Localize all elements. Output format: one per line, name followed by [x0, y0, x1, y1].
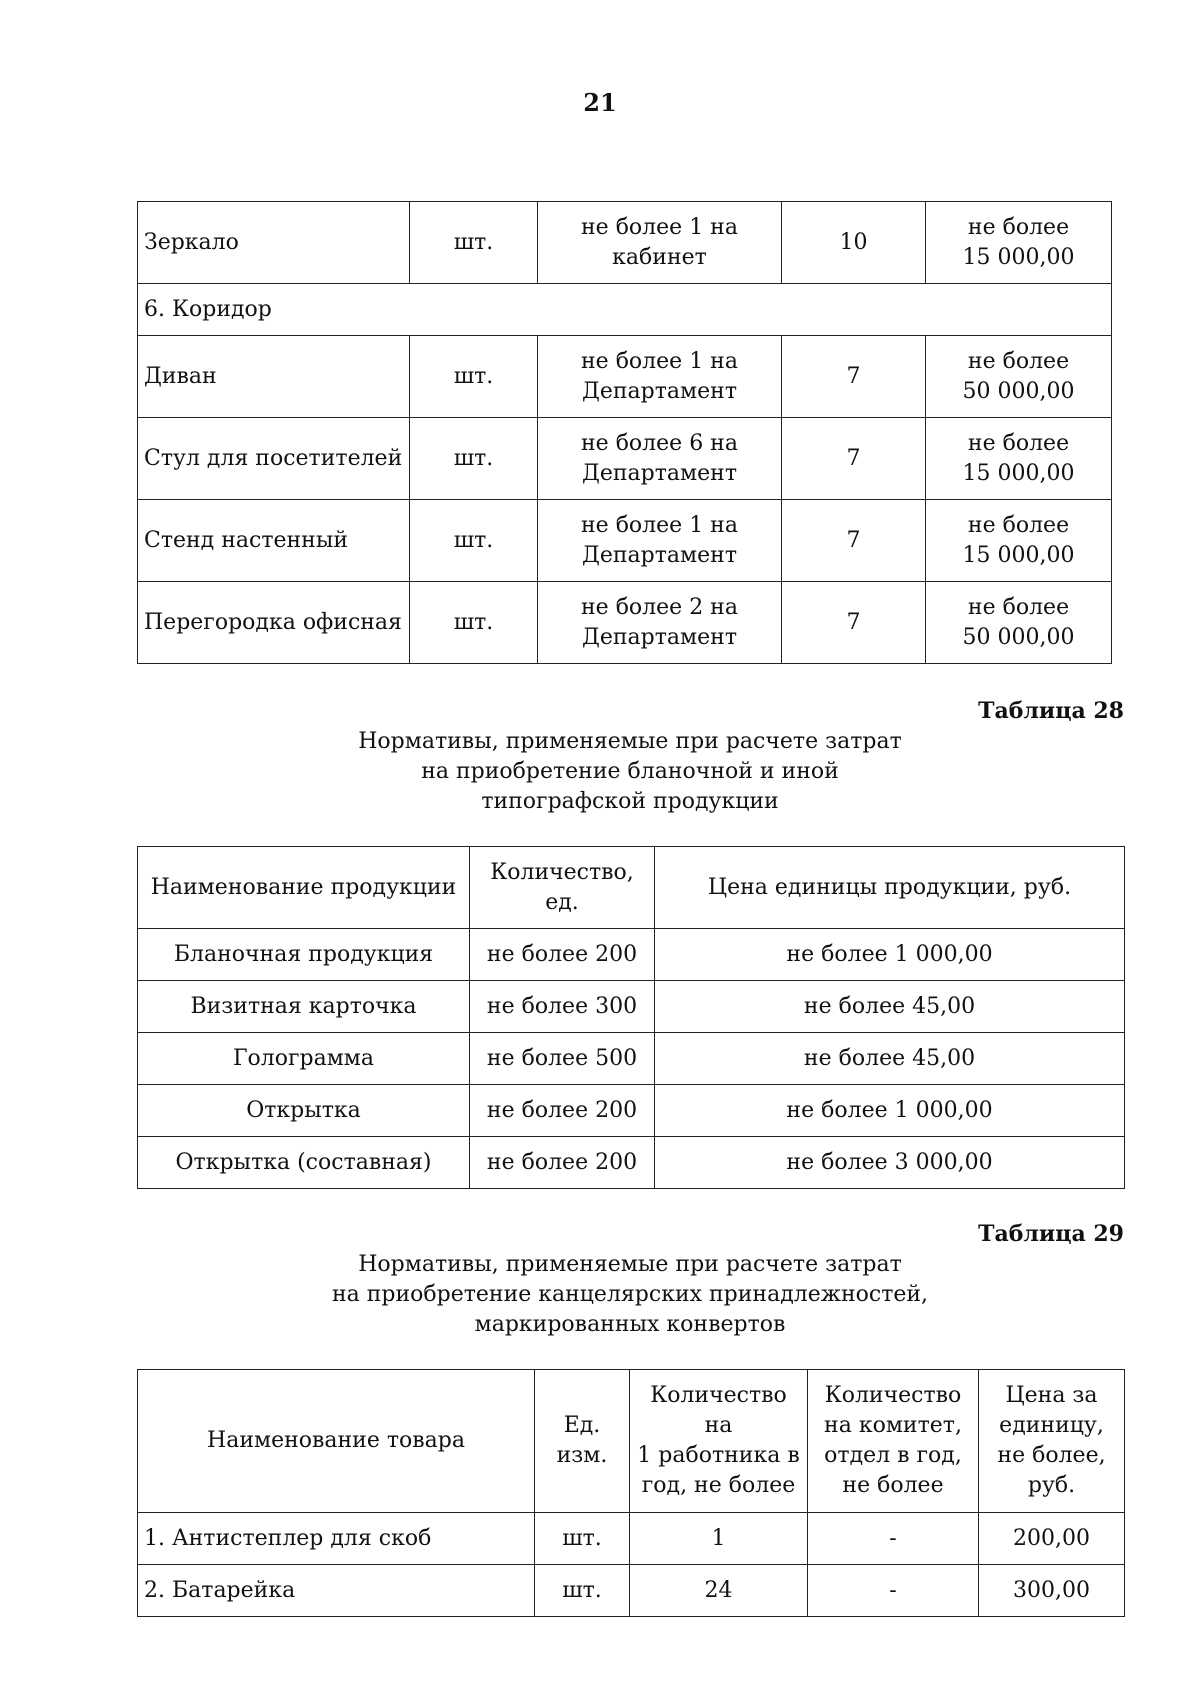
table-row	[138, 418, 1112, 500]
product-name: Открытка (составная)	[138, 1137, 470, 1189]
table-row	[138, 500, 1112, 582]
item-quantity: не более 1 на Департамент	[538, 500, 782, 582]
item-term: 7	[782, 418, 926, 500]
supply-qty-per-worker: 24	[630, 1565, 808, 1617]
furniture-table	[137, 201, 1112, 664]
header-unit-price: Цена за единицу, не более, руб.	[979, 1370, 1125, 1513]
product-name: Визитная карточка	[138, 981, 470, 1033]
table-row	[138, 1033, 1125, 1085]
table-row	[138, 1085, 1125, 1137]
item-name: Зеркало	[138, 202, 410, 284]
header-qty-per-committee: Количество на комитет, отдел в год, не более	[808, 1370, 979, 1513]
table-29-caption: Нормативы, применяемые при расчете затрат на приобретение канцелярских принадлежностей, маркированных конвертов	[331, 1252, 929, 1337]
table-28-label: Таблица 28	[978, 698, 1124, 724]
item-term: 10	[782, 202, 926, 284]
supply-name: 1. Антистеплер для скоб	[138, 1513, 535, 1565]
item-unit: шт.	[410, 500, 538, 582]
product-quantity: не более 200	[470, 1137, 655, 1189]
table-row	[138, 336, 1112, 418]
product-quantity: не более 200	[470, 929, 655, 981]
item-name: Диван	[138, 336, 410, 418]
page-number: 21	[583, 88, 617, 117]
product-name: Открытка	[138, 1085, 470, 1137]
supply-unit: шт.	[535, 1513, 630, 1565]
item-term: 7	[782, 500, 926, 582]
table-29-label: Таблица 29	[978, 1221, 1124, 1247]
item-quantity: не более 1 на Департамент	[538, 336, 782, 418]
supply-unit: шт.	[535, 1565, 630, 1617]
item-quantity: не более 1 на кабинет	[538, 202, 782, 284]
item-price: не более 15 000,00	[926, 418, 1112, 500]
item-price: не более 15 000,00	[926, 500, 1112, 582]
table-header-row	[138, 1370, 1125, 1513]
product-price: не более 3 000,00	[655, 1137, 1125, 1189]
table-row	[138, 1565, 1125, 1617]
section-row	[138, 284, 1112, 336]
section-title: 6. Коридор	[138, 284, 1112, 336]
header-product-name: Наименование продукции	[138, 847, 470, 929]
item-quantity: не более 2 на Департамент	[538, 582, 782, 664]
item-name: Стул для посетителей	[138, 418, 410, 500]
header-unit: Ед. изм.	[535, 1370, 630, 1513]
header-item-name: Наименование товара	[138, 1370, 535, 1513]
supply-qty-per-committee: -	[808, 1513, 979, 1565]
supply-price: 300,00	[979, 1565, 1125, 1617]
supply-qty-per-committee: -	[808, 1565, 979, 1617]
product-name: Бланочная продукция	[138, 929, 470, 981]
product-quantity: не более 500	[470, 1033, 655, 1085]
item-unit: шт.	[410, 202, 538, 284]
table-row	[138, 202, 1112, 284]
item-term: 7	[782, 582, 926, 664]
product-price: не более 45,00	[655, 981, 1125, 1033]
item-unit: шт.	[410, 582, 538, 664]
item-name: Перегородка офисная	[138, 582, 410, 664]
product-price: не более 1 000,00	[655, 929, 1125, 981]
table-28-caption: Нормативы, применяемые при расчете затрат на приобретение бланочной и иной типографской продукции	[358, 729, 902, 814]
item-unit: шт.	[410, 418, 538, 500]
table-header-row	[138, 847, 1125, 929]
office-supplies-table	[137, 1369, 1125, 1617]
item-price: не более 50 000,00	[926, 582, 1112, 664]
printing-products-table	[137, 846, 1125, 1189]
item-price: не более 50 000,00	[926, 336, 1112, 418]
header-qty-per-worker: Количество на 1 работника в год, не более	[630, 1370, 808, 1513]
product-price: не более 1 000,00	[655, 1085, 1125, 1137]
supply-price: 200,00	[979, 1513, 1125, 1565]
product-name: Голограмма	[138, 1033, 470, 1085]
supply-qty-per-worker: 1	[630, 1513, 808, 1565]
item-price: не более 15 000,00	[926, 202, 1112, 284]
header-quantity: Количество, ед.	[470, 847, 655, 929]
table-row	[138, 1137, 1125, 1189]
item-name: Стенд настенный	[138, 500, 410, 582]
product-quantity: не более 200	[470, 1085, 655, 1137]
table-row	[138, 929, 1125, 981]
product-price: не более 45,00	[655, 1033, 1125, 1085]
table-row	[138, 981, 1125, 1033]
product-quantity: не более 300	[470, 981, 655, 1033]
supply-name: 2. Батарейка	[138, 1565, 535, 1617]
item-term: 7	[782, 336, 926, 418]
header-unit-price: Цена единицы продукции, руб.	[655, 847, 1125, 929]
table-row	[138, 1513, 1125, 1565]
item-unit: шт.	[410, 336, 538, 418]
item-quantity: не более 6 на Департамент	[538, 418, 782, 500]
table-row	[138, 582, 1112, 664]
